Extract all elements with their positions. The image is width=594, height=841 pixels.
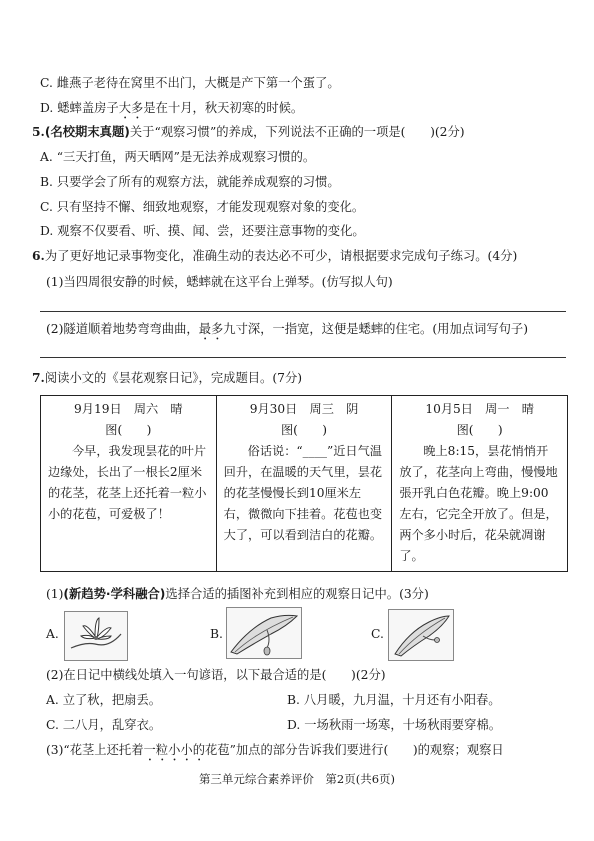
question-5-stem: 5.(名校期末真题)关于“观察习惯”的养成，下列说法不正确的一项是( )(2分) <box>32 124 465 139</box>
answer-line[interactable] <box>40 311 566 312</box>
option-a-label: A. <box>46 627 59 641</box>
leaf-bud-icon <box>227 608 301 658</box>
option-b-label: B. <box>210 627 223 641</box>
figure-blank[interactable]: 图( ) <box>280 423 328 437</box>
q7-part-2: (2)在日记中横线处填入一句谚语，以下最合适的是( )(2分) <box>46 668 386 682</box>
leaf-bud-icon <box>389 610 453 660</box>
q7-part-1: (1)(新趋势·学科融合)选择合适的插图补充到相应的观察日记中。(3分) <box>46 587 429 601</box>
emphasized-phrase: 一粒小小的 <box>143 743 205 757</box>
diary-date: 9月19日 周六 晴 <box>74 402 183 416</box>
flower-icon <box>65 612 127 660</box>
diary-date: 9月30日 周三 阴 <box>249 402 359 416</box>
diary-entry-3 <box>392 396 568 572</box>
emphasized-word: 大多 <box>118 101 144 115</box>
question-tag: (名校期末真题) <box>44 125 130 139</box>
q5-option-a: A. “三天打鱼，两天晒网”是无法养成观察习惯的。 <box>40 150 316 164</box>
diary-body: 俗话说：“____”近日气温回升，在温暖的天气里，昙花的花茎慢慢长到10厘米左右，微微向下挂着。花苞也变大了，可以看到洁白的花瓣。 <box>223 444 383 542</box>
emphasized-word: 最多 <box>198 322 224 336</box>
q7-part-3: (3)“花茎上还托着一粒小小的花苞”加点的部分告诉我们要进行( )的观察；观察日 <box>46 743 504 757</box>
page-footer: 第三单元综合素养评价 第2页(共6页) <box>198 772 396 786</box>
figure-blank[interactable]: 图( ) <box>456 423 503 437</box>
q6-part-1: (1)当四周很安静的时候，蟋蟀就在这平台上弹琴。(仿写拟人句) <box>46 275 393 289</box>
q6-part-2: (2)隧道顺着地势弯弯曲曲，最多九寸深，一指宽，这便是蟋蟀的住宅。(用加点词写句子) <box>46 322 529 336</box>
q7-2-option-c: C. 二八月，乱穿衣。 <box>46 718 162 732</box>
diary-body: 晚上8:15，昙花悄悄开放了，花茎向上弯曲，慢慢地張开乳白色花瓣。晚上9:00左右，它完全开放了。但是，两个多小时后，花朵就凋谢了。 <box>399 444 558 563</box>
bud-hanging-image[interactable] <box>226 607 302 659</box>
diary-body: 今早，我发现昙花的叶片边缘处，长出了一根长2厘米的花茎，花茎上还托着一粒小小的花苞，可爱极了！ <box>48 444 207 521</box>
diary-entry-1 <box>41 396 217 572</box>
answer-line[interactable] <box>40 357 566 358</box>
q5-option-d: D. 观察不仅要看、听、摸、闻、尝，还要注意事物的变化。 <box>40 224 365 238</box>
q5-option-b: B. 只要学会了所有的观察方法，就能养成观察的习惯。 <box>40 175 340 189</box>
q4-option-c: C. 雌燕子老待在窝里不出门，大概是产下第一个蛋了。 <box>40 76 340 90</box>
figure-blank[interactable]: 图( ) <box>105 423 152 437</box>
q5-option-c: C. 只有坚持不懈、细致地观察，才能发现观察对象的变化。 <box>40 200 365 214</box>
option-c-label: C. <box>371 627 384 641</box>
q7-2-option-b: B. 八月暖，九月温，十月还有小阳春。 <box>287 693 501 707</box>
epiphyllum-bloom-image[interactable] <box>64 611 128 661</box>
diary-entry-2 <box>216 396 392 572</box>
diary-date: 10月5日 周一 晴 <box>425 402 534 416</box>
question-tag: (新趋势·学科融合) <box>63 587 166 601</box>
small-bud-image[interactable] <box>388 609 454 661</box>
question-7-stem: 7.阅读小文的《昙花观察日记》，完成题目。(7分) <box>32 370 303 385</box>
observation-diary-table <box>40 395 568 572</box>
question-6-stem: 6.为了更好地记录事物变化，准确生动的表达必不可少，请根据要求完成句子练习。(4分) <box>32 248 518 263</box>
q7-2-option-d: D. 一场秋雨一场寒，十场秋雨要穿棉。 <box>287 718 501 732</box>
q4-option-d: D. 蟋蟀盖房子大多是在十月，秋天初寒的时候。 <box>40 101 304 115</box>
q7-2-option-a: A. 立了秋，把扇丢。 <box>46 693 162 707</box>
